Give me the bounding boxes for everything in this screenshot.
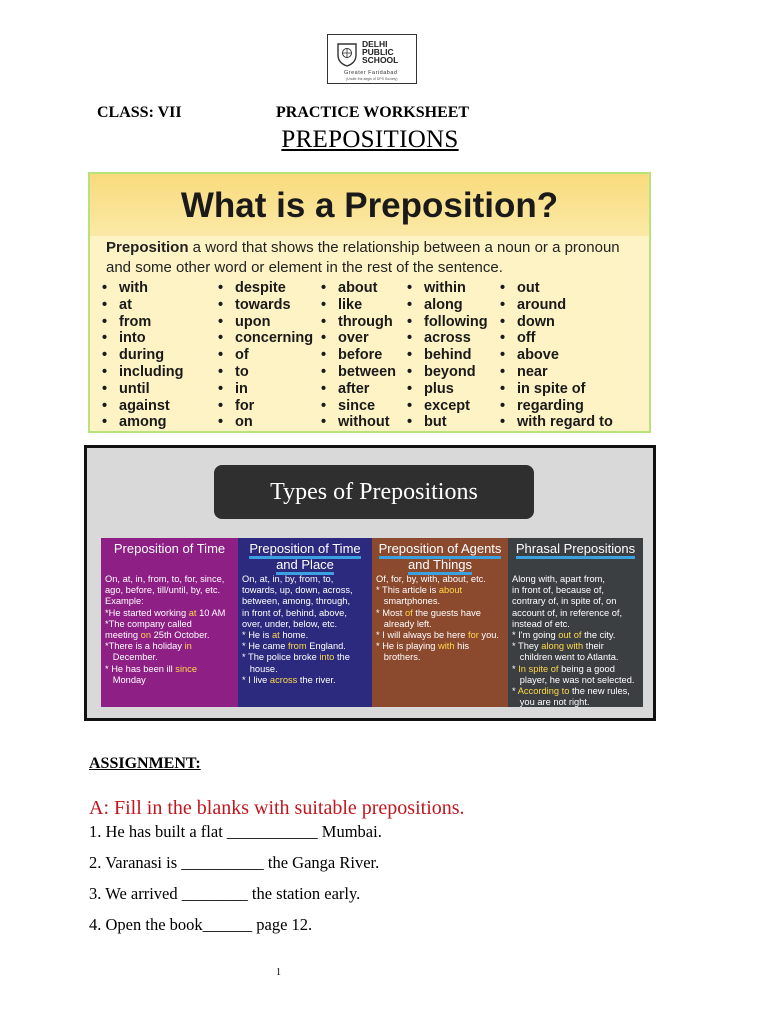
card-text: * He came xyxy=(242,641,288,652)
preposition-word: • into xyxy=(102,330,183,347)
card-line xyxy=(105,664,234,675)
section-a-instruction: A: Fill in the blanks with suitable prepositions. xyxy=(89,797,465,819)
card-line xyxy=(105,641,234,652)
card-line xyxy=(105,574,234,585)
highlighted-preposition: In spite of xyxy=(518,663,559,674)
card-body xyxy=(242,572,368,686)
card-line xyxy=(512,619,639,630)
card-text: over, under, below, etc. xyxy=(242,618,338,629)
card-text: house. xyxy=(242,663,278,674)
question-1: 1. He has built a flat ___________ Mumbai. xyxy=(89,822,382,841)
card-text: * This article is xyxy=(376,585,439,596)
card-line xyxy=(512,585,639,596)
preposition-word: • through xyxy=(321,314,396,331)
card-heading xyxy=(242,538,368,572)
card-text: *He started working xyxy=(105,607,189,618)
card-line xyxy=(512,630,639,641)
card-text: account of, in reference of, xyxy=(512,607,623,618)
card-line xyxy=(105,652,234,663)
preposition-word: • except xyxy=(407,398,488,415)
preposition-word: • upon xyxy=(218,314,313,331)
card-text: * xyxy=(512,663,519,674)
preposition-word: • plus xyxy=(407,381,488,398)
logo-school-name xyxy=(362,40,398,64)
card-text: being a good xyxy=(558,663,615,674)
card-line xyxy=(376,574,504,585)
preposition-column xyxy=(218,280,313,431)
card-line xyxy=(105,596,234,607)
worksheet-label: PRACTICE WORKSHEET xyxy=(276,104,470,121)
types-title-box xyxy=(214,465,534,519)
preposition-word: • despite xyxy=(218,280,313,297)
card-line xyxy=(242,585,368,596)
card-text: 10 AM xyxy=(196,607,226,618)
preposition-column xyxy=(102,280,183,431)
card-body xyxy=(376,572,504,664)
card-text: Along with, apart from, xyxy=(512,574,606,584)
preposition-word: • around xyxy=(500,297,613,314)
preposition-column xyxy=(500,280,613,431)
logo-tagline: (Under the aegis of DPS Society) xyxy=(346,77,398,81)
preposition-word: • without xyxy=(321,414,396,431)
card-text: *The company called xyxy=(105,618,192,629)
card-preposition-of-agents-and-things xyxy=(372,538,508,707)
highlighted-preposition: at xyxy=(188,607,197,618)
card-text: December. xyxy=(105,652,158,663)
card-line xyxy=(376,652,504,663)
card-text: * Most xyxy=(376,607,405,618)
card-text: * He has been ill xyxy=(105,663,176,674)
card-text: player, he was not selected. xyxy=(512,674,635,685)
preposition-word: • after xyxy=(321,381,396,398)
preposition-word: • between xyxy=(321,364,396,381)
card-text: * I will always be here xyxy=(376,630,468,641)
card-preposition-of-time-and-place xyxy=(238,538,372,707)
preposition-heading: What is a Preposition? xyxy=(180,186,559,225)
preposition-word: • among xyxy=(102,414,183,431)
preposition-word: • but xyxy=(407,414,488,431)
school-seal-icon xyxy=(336,41,358,67)
card-text: instead of etc. xyxy=(512,618,570,629)
highlighted-preposition: for xyxy=(467,630,479,641)
highlighted-preposition: across xyxy=(269,674,298,685)
card-text: already left. xyxy=(376,618,432,629)
card-text: Of, for, by, with, about, etc. xyxy=(376,574,486,584)
card-text: On, at, in, by, from, to, xyxy=(242,574,334,584)
card-line xyxy=(512,596,639,607)
card-preposition-of-time xyxy=(101,538,238,707)
card-line xyxy=(105,675,234,686)
preposition-word: • near xyxy=(500,364,613,381)
card-line xyxy=(512,675,639,686)
highlighted-preposition: with xyxy=(438,641,455,652)
preposition-word: • on xyxy=(218,414,313,431)
preposition-word: • over xyxy=(321,330,396,347)
preposition-word: • before xyxy=(321,347,396,364)
card-text: * He is xyxy=(242,630,272,641)
preposition-word: • beyond xyxy=(407,364,488,381)
logo-line-1: DELHI xyxy=(362,39,388,49)
preposition-column xyxy=(407,280,488,431)
preposition-definition xyxy=(106,238,636,278)
preposition-column xyxy=(321,280,396,431)
highlighted-preposition: since xyxy=(175,663,198,674)
preposition-word: • in spite of xyxy=(500,381,613,398)
card-heading xyxy=(105,538,234,572)
card-line xyxy=(105,608,234,619)
logo-line-2: PUBLIC xyxy=(362,47,394,57)
card-heading xyxy=(512,538,639,572)
card-text: England. xyxy=(306,641,346,652)
preposition-word: • for xyxy=(218,398,313,415)
card-line xyxy=(376,596,504,607)
card-text: children went to Atlanta. xyxy=(512,652,619,663)
preposition-panel xyxy=(88,172,651,433)
card-heading xyxy=(376,538,504,572)
preposition-word: • against xyxy=(102,398,183,415)
card-text: brothers. xyxy=(376,652,421,663)
card-line xyxy=(376,619,504,630)
preposition-word: • to xyxy=(218,364,313,381)
card-heading-text: Preposition of Time and Place xyxy=(249,541,360,575)
preposition-word: • regarding xyxy=(500,398,613,415)
card-line xyxy=(512,652,639,663)
card-body xyxy=(512,572,639,707)
card-text: the city. xyxy=(581,630,616,641)
assignment-label: ASSIGNMENT: xyxy=(89,755,201,772)
card-text: home. xyxy=(279,630,309,641)
card-text: smartphones. xyxy=(376,596,441,607)
card-line xyxy=(242,664,368,675)
card-text: in front of, behind, above, xyxy=(242,607,347,618)
preposition-word: • above xyxy=(500,347,613,364)
card-text: Monday xyxy=(105,674,146,685)
preposition-word: • with xyxy=(102,280,183,297)
preposition-word: • in xyxy=(218,381,313,398)
card-line xyxy=(512,686,639,697)
types-title: Types of Prepositions xyxy=(270,479,478,505)
highlighted-preposition: of xyxy=(404,607,413,618)
preposition-word: • until xyxy=(102,381,183,398)
card-text: * I live xyxy=(242,674,270,685)
card-body xyxy=(105,572,234,686)
card-line xyxy=(376,630,504,641)
card-text: between, among, through, xyxy=(242,596,351,607)
card-text: the guests have xyxy=(412,607,481,618)
preposition-word: • concerning xyxy=(218,330,313,347)
highlighted-preposition: on xyxy=(140,630,152,641)
preposition-word: • within xyxy=(407,280,488,297)
card-text: * They xyxy=(512,641,542,652)
card-line xyxy=(376,608,504,619)
card-text: meeting xyxy=(105,630,141,641)
card-text: On, at, in, from, to, for, since, xyxy=(105,574,225,584)
card-text: ago, before, till/until, by, etc. xyxy=(105,585,221,596)
preposition-word: • at xyxy=(102,297,183,314)
question-2: 2. Varanasi is __________ the Ganga River. xyxy=(89,853,380,872)
card-text: you are not right. xyxy=(512,697,590,707)
card-text: his xyxy=(454,641,470,652)
preposition-word: • down xyxy=(500,314,613,331)
highlighted-preposition: about xyxy=(438,585,463,596)
preposition-word: • behind xyxy=(407,347,488,364)
card-text: the xyxy=(334,652,350,663)
card-line xyxy=(242,675,368,686)
logo-location: Greater Faridabad xyxy=(344,70,398,76)
preposition-word: • with regard to xyxy=(500,414,613,431)
class-label: CLASS: VII xyxy=(97,104,182,121)
card-text: * I'm going xyxy=(512,630,559,641)
preposition-word: • during xyxy=(102,347,183,364)
preposition-word: • off xyxy=(500,330,613,347)
preposition-word: • of xyxy=(218,347,313,364)
card-heading-text: Preposition of Agents and Things xyxy=(379,541,502,575)
highlighted-preposition: in xyxy=(184,641,192,652)
preposition-word: • including xyxy=(102,364,183,381)
card-text: the new rules, xyxy=(569,686,630,697)
card-line xyxy=(512,697,639,707)
preposition-word: • like xyxy=(321,297,396,314)
preposition-word: • since xyxy=(321,398,396,415)
card-line xyxy=(512,664,639,675)
card-line xyxy=(105,619,234,630)
card-heading-text: Preposition of Time xyxy=(113,541,226,556)
card-text: you. xyxy=(478,630,499,641)
card-line xyxy=(512,608,639,619)
types-panel xyxy=(84,445,656,721)
logo-line-3: SCHOOL xyxy=(362,55,399,65)
card-text: * xyxy=(512,686,518,697)
preposition-word: • about xyxy=(321,280,396,297)
card-text: * The police broke xyxy=(242,652,320,663)
preposition-word: • across xyxy=(407,330,488,347)
card-text: Example: xyxy=(105,596,144,607)
card-line xyxy=(242,630,368,641)
page-number: 1 xyxy=(276,967,281,978)
card-line xyxy=(105,630,234,641)
card-line xyxy=(242,641,368,652)
definition-text: a word that shows the relationship between a noun or a pronoun and some other word or element in the rest of the sentence. xyxy=(106,239,620,276)
school-logo xyxy=(327,34,417,84)
card-line xyxy=(242,596,368,607)
preposition-word: • along xyxy=(407,297,488,314)
card-line xyxy=(242,619,368,630)
question-3: 3. We arrived ________ the station early. xyxy=(89,884,361,903)
preposition-word: • towards xyxy=(218,297,313,314)
card-text: contrary of, in spite of, on xyxy=(512,596,617,607)
card-text: * He is playing xyxy=(376,641,439,652)
question-4: 4. Open the book______ page 12. xyxy=(89,915,313,934)
card-text: in front of, because of, xyxy=(512,585,604,596)
card-text: the river. xyxy=(297,674,336,685)
card-line xyxy=(242,608,368,619)
preposition-word: • out xyxy=(500,280,613,297)
card-text: 25th October. xyxy=(151,630,210,641)
definition-term: Preposition xyxy=(106,239,189,256)
card-text: their xyxy=(583,641,604,652)
card-line xyxy=(376,585,504,596)
highlighted-preposition: According to xyxy=(517,686,570,697)
card-line xyxy=(512,574,639,585)
highlighted-preposition: out of xyxy=(558,630,582,641)
card-line xyxy=(512,641,639,652)
card-phrasal-prepositions xyxy=(508,538,643,707)
card-line xyxy=(242,574,368,585)
page-title: PREPOSITIONS xyxy=(281,126,459,153)
card-text: *There is a holiday xyxy=(105,641,185,652)
preposition-word: • following xyxy=(407,314,488,331)
highlighted-preposition: at xyxy=(271,630,280,641)
card-line xyxy=(376,641,504,652)
highlighted-preposition: from xyxy=(288,641,307,652)
preposition-word: • from xyxy=(102,314,183,331)
card-line xyxy=(105,585,234,596)
highlighted-preposition: into xyxy=(319,652,335,663)
card-text: towards, up, down, across, xyxy=(242,585,353,596)
card-heading-text: Phrasal Prepositions xyxy=(516,541,635,559)
card-line xyxy=(242,652,368,663)
highlighted-preposition: along with xyxy=(541,641,584,652)
